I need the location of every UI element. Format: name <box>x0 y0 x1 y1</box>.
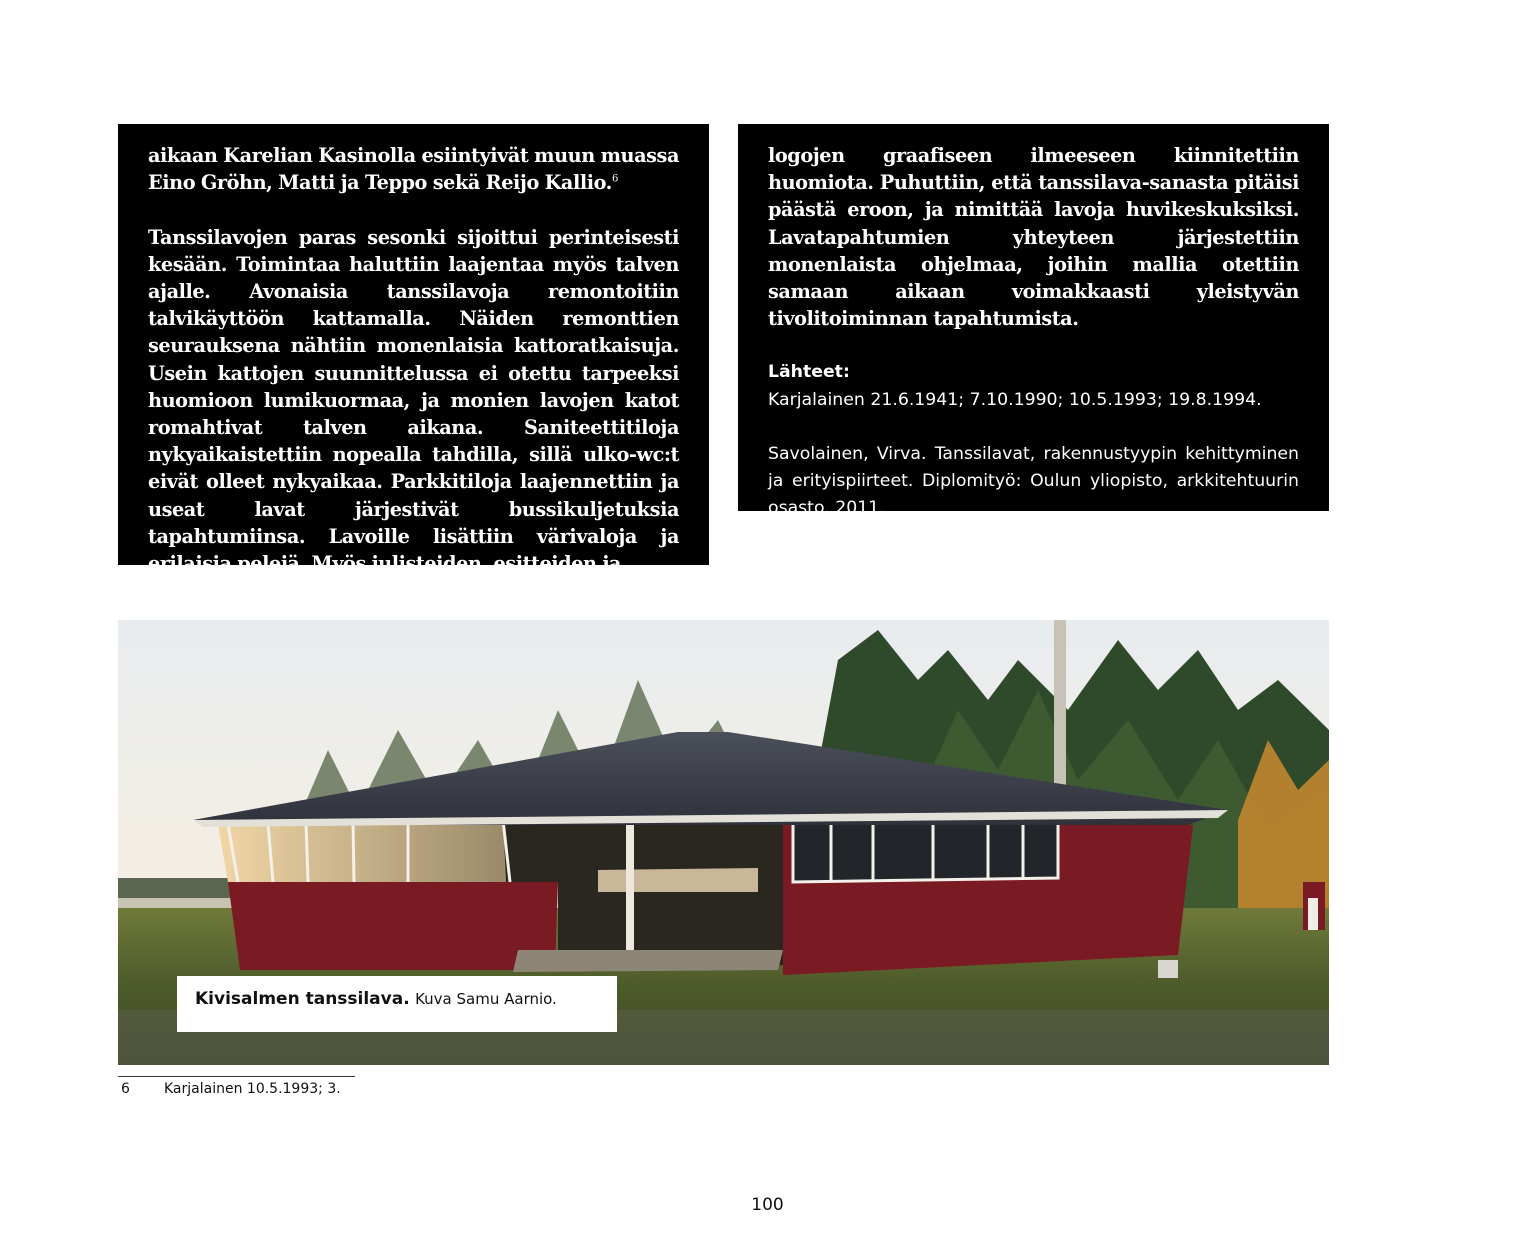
paragraph-1-text: aikaan Karelian Kasinolla esiintyivät muun muassa Eino Gröhn, Matti ja Teppo sekä Reijo Kallio. <box>148 144 679 195</box>
text-box-right <box>738 124 1329 519</box>
photo-caption <box>177 976 617 1032</box>
source-1: Karjalainen 21.6.1941; 7.10.1990; 10.5.1993; 19.8.1994. <box>768 389 1262 410</box>
paragraph-2: Tanssilavojen paras sesonki sijoittui perinteisesti kesään. Toimintaa haluttiin laajentaa myös talven ajalle. Avonaisia tanssilavoja remontoitiin talvikäyttöön kattamalla. Näiden remonttien seurauksena nähtiin monenlaisia kattoratkaisuja. Usein kattojen suunnittelussa ei otettu tarpeeksi huomioon lumikuormaa, ja monien lavojen katot romahtivat talven aikana. Saniteettitiloja nykyaikaistettiin nopealla tahdilla, sillä ulko-wc:t eivät olleet nykyaikaa. Parkkitiloja laajennettiin ja useat lavat järjestivät bussikuljetuksia tapahtumiinsa. Lavoille lisättiin värivaloja ja erilaisia pelejä. Myös julisteiden, esitteiden ja <box>148 225 679 576</box>
caption-title: Kivisalmen tanssilava. <box>195 989 410 1009</box>
paragraph-3: logojen graafiseen ilmeeseen kiinnitettiin huomiota. Puhuttiin, että tanssilava-sanasta pitäisi päästä eroon, ja nimittää lavoja huvikeskuksiksi. Lavatapahtumien yhteyteen järjestettiin monenlaista ohjelmaa, joihin mallia otettiin samaan aikaan voimakkaasti yleistyvän tivolitoiminnan tapahtumista. <box>768 144 1299 331</box>
text-box-left <box>118 124 709 576</box>
footnote-number: 6 <box>121 1081 130 1097</box>
sources <box>768 359 1299 522</box>
sources-title: Lähteet: <box>768 362 850 383</box>
footnote <box>121 1081 341 1097</box>
footnote-divider <box>118 1076 355 1077</box>
footnote-text: Karjalainen 10.5.1993; 3. <box>164 1081 341 1097</box>
footnote-ref: 6 <box>611 173 618 185</box>
page-number: 100 <box>751 1195 784 1215</box>
caption-credit: Kuva Samu Aarnio. <box>415 990 557 1008</box>
source-2: Savolainen, Virva. Tanssilavat, rakennustyypin kehittyminen ja erityispiirteet. Diplomityö: Oulun yliopisto, arkkitehtuurin osasto. 2011. <box>768 444 1299 519</box>
paragraph-1 <box>148 142 679 196</box>
